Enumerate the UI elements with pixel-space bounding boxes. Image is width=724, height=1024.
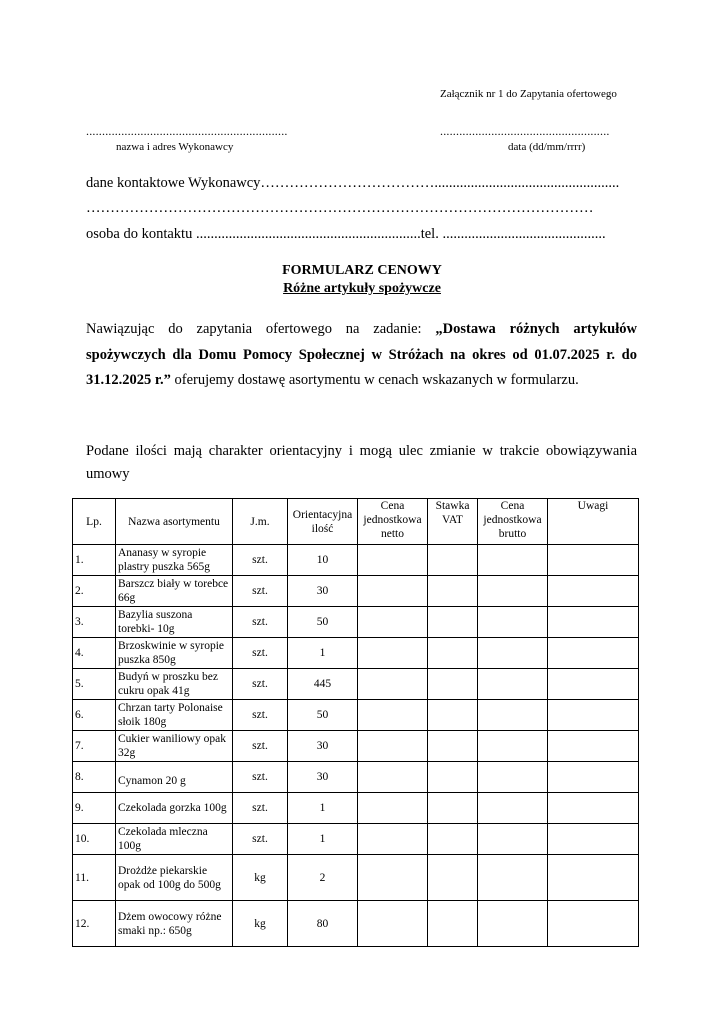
row-lp: 5.	[73, 669, 116, 700]
notes-cell[interactable]	[548, 793, 639, 824]
row-name: Cynamon 20 g	[116, 762, 233, 793]
header-vat: Stawka VAT	[428, 499, 478, 545]
row-lp: 11.	[73, 855, 116, 901]
gross-price-cell[interactable]	[478, 824, 548, 855]
net-price-cell[interactable]	[358, 545, 428, 576]
row-unit: szt.	[233, 762, 288, 793]
row-unit: szt.	[233, 824, 288, 855]
net-price-cell[interactable]	[358, 762, 428, 793]
gross-price-cell[interactable]	[478, 901, 548, 947]
intro-text-before: Nawiązując do zapytania ofertowego na zadanie:	[86, 321, 436, 337]
notes-cell[interactable]	[548, 762, 639, 793]
row-unit: kg	[233, 855, 288, 901]
row-qty: 445	[288, 669, 358, 700]
table-row	[73, 731, 639, 762]
notes-cell[interactable]	[548, 731, 639, 762]
notes-cell[interactable]	[548, 638, 639, 669]
net-price-cell[interactable]	[358, 576, 428, 607]
vat-cell[interactable]	[428, 793, 478, 824]
row-qty: 80	[288, 901, 358, 947]
vat-cell[interactable]	[428, 700, 478, 731]
notes-cell[interactable]	[548, 545, 639, 576]
row-qty: 30	[288, 576, 358, 607]
date-dots: .....................................................	[440, 124, 610, 138]
vat-cell[interactable]	[428, 545, 478, 576]
gross-price-cell[interactable]	[478, 762, 548, 793]
net-price-cell[interactable]	[358, 607, 428, 638]
row-unit: szt.	[233, 576, 288, 607]
notes-cell[interactable]	[548, 607, 639, 638]
notes-cell[interactable]	[548, 700, 639, 731]
row-lp: 6.	[73, 700, 116, 731]
row-unit: szt.	[233, 545, 288, 576]
row-name: Cukier waniliowy opak 32g	[116, 731, 233, 762]
table-row	[73, 700, 639, 731]
table-row	[73, 762, 639, 793]
notes-cell[interactable]	[548, 901, 639, 947]
notes-cell[interactable]	[548, 669, 639, 700]
header-name: Nazwa asortymentu	[116, 499, 233, 545]
net-price-cell[interactable]	[358, 669, 428, 700]
row-name: Bazylia suszona torebki- 10g	[116, 607, 233, 638]
row-lp: 4.	[73, 638, 116, 669]
row-name: Czekolada gorzka 100g	[116, 793, 233, 824]
row-name: Brzoskwinie w syropie puszka 850g	[116, 638, 233, 669]
vat-cell[interactable]	[428, 731, 478, 762]
row-qty: 1	[288, 638, 358, 669]
row-lp: 9.	[73, 793, 116, 824]
header-unit: J.m.	[233, 499, 288, 545]
vat-cell[interactable]	[428, 762, 478, 793]
row-qty: 10	[288, 545, 358, 576]
row-lp: 8.	[73, 762, 116, 793]
row-lp: 7.	[73, 731, 116, 762]
net-price-cell[interactable]	[358, 901, 428, 947]
contact-details-line: dane kontaktowe Wykonawcy………………………………...................................................	[86, 175, 620, 191]
net-price-cell[interactable]	[358, 855, 428, 901]
table-row	[73, 545, 639, 576]
row-name: Chrzan tarty Polonaise słoik 180g	[116, 700, 233, 731]
intro-paragraph	[86, 317, 637, 394]
gross-price-cell[interactable]	[478, 700, 548, 731]
gross-price-cell[interactable]	[478, 669, 548, 700]
gross-price-cell[interactable]	[478, 731, 548, 762]
gross-price-cell[interactable]	[478, 545, 548, 576]
header-net-price: Cena jednostkowa netto	[358, 499, 428, 545]
table-row	[73, 638, 639, 669]
row-lp: 3.	[73, 607, 116, 638]
row-name: Budyń w proszku bez cukru opak 41g	[116, 669, 233, 700]
row-unit: szt.	[233, 669, 288, 700]
table-row	[73, 855, 639, 901]
header-notes: Uwagi	[548, 499, 639, 545]
contractor-name-dots: ...............................................................	[86, 124, 288, 138]
row-qty: 30	[288, 762, 358, 793]
table-row	[73, 576, 639, 607]
contact-details-line-2: ……………………………………………………………………………………………	[86, 200, 594, 216]
row-lp: 10.	[73, 824, 116, 855]
table-row	[73, 793, 639, 824]
row-qty: 2	[288, 855, 358, 901]
vat-cell[interactable]	[428, 669, 478, 700]
row-name: Barszcz biały w torebce 66g	[116, 576, 233, 607]
gross-price-cell[interactable]	[478, 793, 548, 824]
row-unit: szt.	[233, 793, 288, 824]
row-lp: 12.	[73, 901, 116, 947]
vat-cell[interactable]	[428, 638, 478, 669]
vat-cell[interactable]	[428, 824, 478, 855]
row-unit: kg	[233, 901, 288, 947]
row-qty: 50	[288, 700, 358, 731]
row-unit: szt.	[233, 607, 288, 638]
table-row	[73, 669, 639, 700]
price-table	[72, 498, 639, 947]
gross-price-cell[interactable]	[478, 607, 548, 638]
contractor-caption: nazwa i adres Wykonawcy	[116, 141, 234, 153]
vat-cell[interactable]	[428, 901, 478, 947]
table-row	[73, 901, 639, 947]
notes-cell[interactable]	[548, 576, 639, 607]
row-qty: 1	[288, 824, 358, 855]
row-name: Dżem owocowy różne smaki np.: 650g	[116, 901, 233, 947]
vat-cell[interactable]	[428, 855, 478, 901]
intro-text-after: oferujemy dostawę asortymentu w cenach wskazanych w formularzu.	[170, 372, 579, 388]
row-qty: 50	[288, 607, 358, 638]
table-header-row	[73, 499, 639, 545]
net-price-cell[interactable]	[358, 731, 428, 762]
contact-person-line: osoba do kontaktu ..............................................................tel. .............................................	[86, 226, 606, 242]
gross-price-cell[interactable]	[478, 576, 548, 607]
net-price-cell[interactable]	[358, 824, 428, 855]
row-unit: szt.	[233, 638, 288, 669]
row-name: Czekolada mleczna 100g	[116, 824, 233, 855]
header-gross-price: Cena jednostkowa brutto	[478, 499, 548, 545]
quantity-note: Podane ilości mają charakter orientacyjny i mogą ulec zmianie w trakcie obowiązywania umowy	[86, 443, 637, 482]
notes-cell[interactable]	[548, 855, 639, 901]
net-price-cell[interactable]	[358, 793, 428, 824]
header-lp: Lp.	[73, 499, 116, 545]
row-qty: 30	[288, 731, 358, 762]
row-name: Ananasy w syropie plastry puszka 565g	[116, 545, 233, 576]
annex-label: Załącznik nr 1 do Zapytania ofertowego	[440, 88, 617, 100]
form-subtitle: Różne artykuły spożywcze	[283, 281, 441, 296]
row-qty: 1	[288, 793, 358, 824]
net-price-cell[interactable]	[358, 638, 428, 669]
row-name: Drożdże piekarskie opak od 100g do 500g	[116, 855, 233, 901]
date-caption: data (dd/mm/rrrr)	[508, 141, 586, 153]
net-price-cell[interactable]	[358, 700, 428, 731]
form-title: FORMULARZ CENOWY	[282, 263, 442, 278]
gross-price-cell[interactable]	[478, 638, 548, 669]
table-row	[73, 607, 639, 638]
table-row	[73, 824, 639, 855]
gross-price-cell[interactable]	[478, 855, 548, 901]
row-lp: 2.	[73, 576, 116, 607]
header-qty: Orientacyjna ilość	[288, 499, 358, 545]
vat-cell[interactable]	[428, 576, 478, 607]
row-unit: szt.	[233, 731, 288, 762]
notes-cell[interactable]	[548, 824, 639, 855]
vat-cell[interactable]	[428, 607, 478, 638]
intro-task-name: „Dostawa różnych artykułów spożywczych dla Domu Pomocy Społecznej w Stróżach na okres od 01.07.2025 r. do 31.12.2025 r.”	[86, 321, 637, 388]
row-unit: szt.	[233, 700, 288, 731]
row-lp: 1.	[73, 545, 116, 576]
